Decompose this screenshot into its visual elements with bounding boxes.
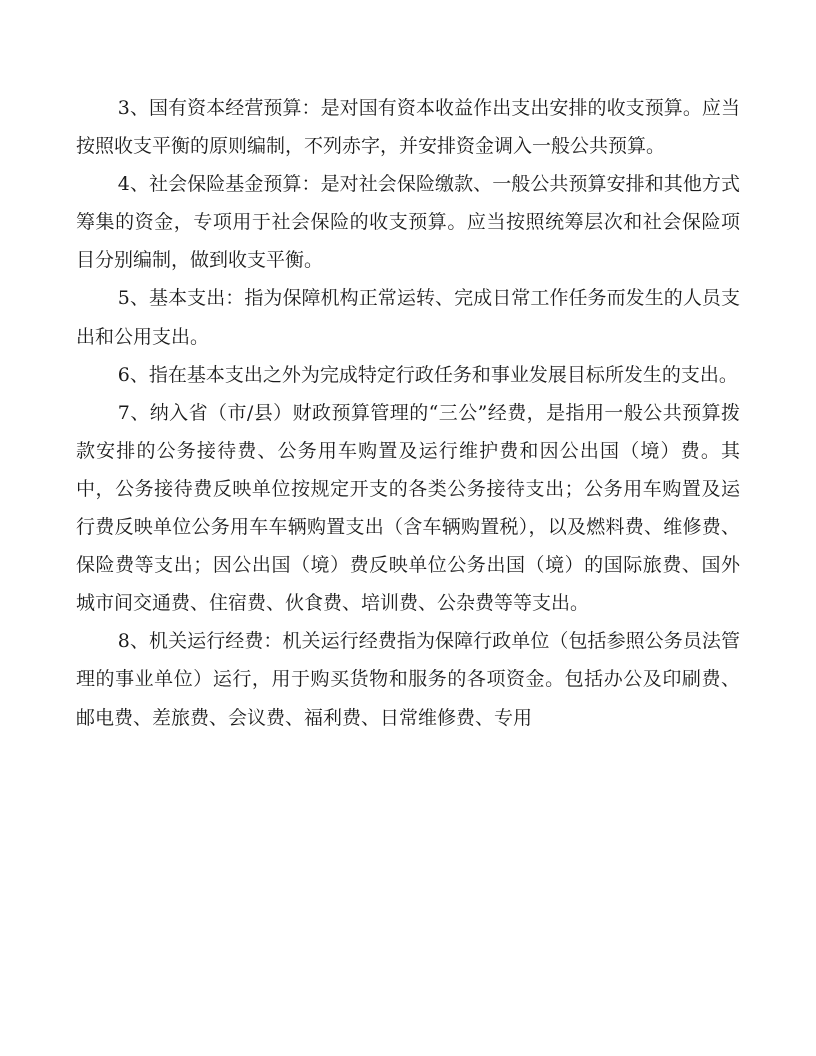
paragraph-social-insurance-budget: 4、社会保险基金预算：是对社会保险缴款、一般公共预算安排和其他方式筹集的资金，专项用于社会保险的收支预算。应当按照统筹层次和社会保险项目分别编制，做到收支平衡。 [76,173,740,272]
paragraph-state-capital-budget: 3、国有资本经营预算：是对国有资本收益作出支出安排的收支预算。应当按照收支平衡的原则编制，不列赤字，并安排资金调入一般公共预算。 [76,97,740,158]
paragraph-project-expenditure: 6、指在基本支出之外为完成特定行政任务和事业发展目标所发生的支出。 [117,363,738,386]
paragraph-operating-expenses: 8、机关运行经费：机关运行经费指为保障行政单位（包括参照公务员法管理的事业单位）运行，用于购买货物和服务的各项资金。包括办公及印刷费、邮电费、差旅费、会议费、福利费、日常维修费、专用 [76,630,740,729]
paragraph-basic-expenditure: 5、基本支出：指为保障机构正常运转、完成日常工作任务而发生的人员支出和公用支出。 [76,287,740,348]
document-page [76,89,740,737]
paragraph-three-public-expenses: 7、纳入省（市/县）财政预算管理的“三公”经费，是指用一般公共预算拨款安排的公务接待费、公务用车购置及运行维护费和因公出国（境）费。其中，公务接待费反映单位按规定开支的各类公务接待支出；公务用车购置及运行费反映单位公务用车车辆购置支出（含车辆购置税），以及燃料费、维修费、保险费等支出；因公出国（境）费反映单位公务出国（境）的国际旅费、国外城市间交通费、住宿费、伙食费、培训费、公杂费等等支出。 [76,401,740,615]
